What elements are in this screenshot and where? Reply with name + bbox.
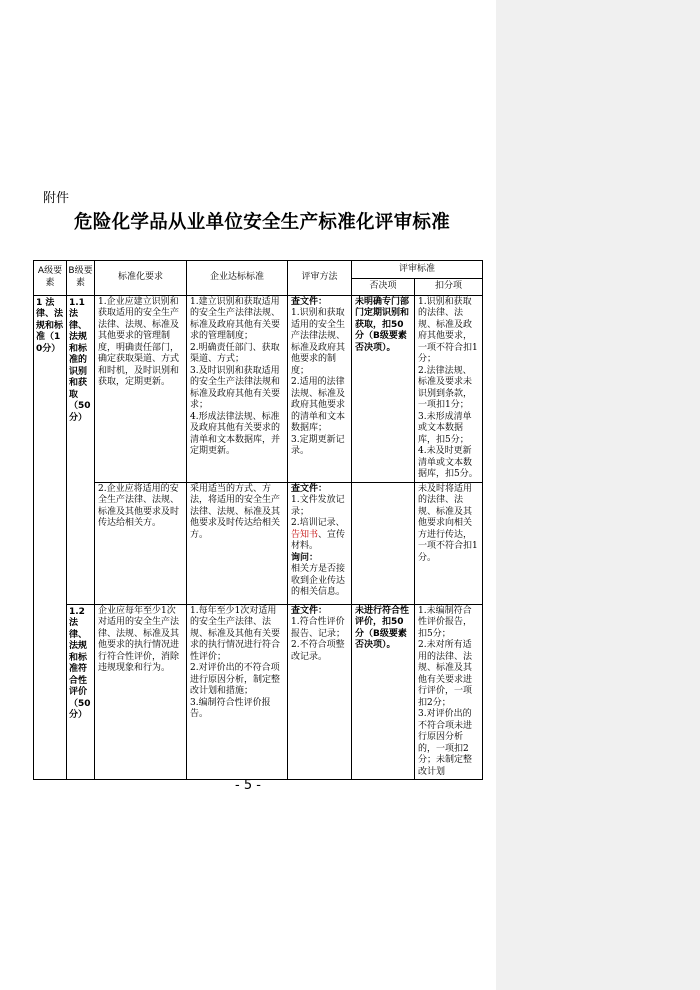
table-row — [34, 295, 483, 482]
header-deduct: 扣分项 — [415, 279, 483, 296]
notice-link-text: 告知书 — [291, 529, 319, 540]
table-row — [34, 604, 483, 780]
b-level-element: 1.2 法律、法规和标准符合性评价（50分） — [67, 604, 95, 780]
deduct-cell: 未及时将适用的法律、法规、标准及其他要求向相关方进行传达，一项不符合扣1分。 — [415, 482, 483, 604]
b-level-element: 1.1 法律、法规和标准的识别和获取（50分） — [67, 295, 95, 604]
table-row — [34, 482, 483, 604]
header-a-level: A级要素 — [34, 261, 67, 296]
document-title: 危险化学品从业单位安全生产标准化评审标准 — [74, 212, 451, 233]
header-standard: 企业达标标准 — [187, 261, 288, 296]
header-method: 评审方法 — [288, 261, 352, 296]
method-cell: 查文件： 1.符合性评价报告、记录； 2.不符合项整改记录。 — [288, 604, 352, 780]
attachment-label: 附件 — [43, 191, 70, 206]
deduct-cell: 1.未编制符合性评价报告，扣5分； 2.未对所有适用的法律、法规、标准及其他有关要求进行评价，一项扣2分； 3.对评价出的不符合项未进行原因分析的，一项扣2分；未制定整改计划 — [415, 604, 483, 780]
a-level-element: 1 法律、法规和标准（10分） — [34, 295, 67, 780]
standard-cell: 1.建立识别和获取适用的安全生产法律法规、标准及政府其他有关要求的管理制度； 2.明确责任部门、获取渠道、方式； 3.及时识别和获取适用的安全生产法律法规和标准及政府其他有关要求； 4.形成法律法规、标准及政府其他有关要求的清单和文本数据库，并定期更新。 — [187, 295, 288, 482]
header-b-level: B级要素 — [67, 261, 95, 296]
veto-cell — [352, 482, 415, 604]
page-number: - 5 - — [235, 778, 261, 793]
requirement-cell: 1.企业应建立识别和获取适用的安全生产法律、法规、标准及其他要求的管理制度，明确责任部门，确定获取渠道、方式和时机，及时识别和获取，定期更新。 — [95, 295, 187, 482]
veto-cell: 未明确专门部门定期识别和获取，扣50分（B级要素否决项）。 — [352, 295, 415, 482]
header-requirement: 标准化要求 — [95, 261, 187, 296]
requirement-cell: 2.企业应将适用的安全生产法律、法规、标准及其他要求及时传达给相关方。 — [95, 482, 187, 604]
deduct-cell: 1.识别和获取的法律、法规、标准及政府其他要求，一项不符合扣1分； 2.法律法规、标准及要求未识别到条款，一项扣1分； 3.未形成清单或文本数据库，扣5分； 4.未及时更新清单或文本数据库，扣5分。 — [415, 295, 483, 482]
veto-cell: 未进行符合性评价，扣50分（B级要素否决项）。 — [352, 604, 415, 780]
standard-cell: 采用适当的方式、方法，将适用的安全生产法律、法规、标准及其他要求及时传达给相关方。 — [187, 482, 288, 604]
standard-table — [33, 260, 483, 780]
standard-cell: 1.每年至少1次对适用的安全生产法律、法规、标准及其他有关要求的执行情况进行符合性评价； 2.对评价出的不符合项进行原因分析，制定整改计划和措施； 3.编制符合性评价报告。 — [187, 604, 288, 780]
method-cell: 查文件： 1.识别和获取适用的安全生产法律法规、标准及政府其他要求的制度； 2.适用的法律法规、标准及政府其他要求的清单和文本数据库； 3.定期更新记录。 — [288, 295, 352, 482]
header-veto: 否决项 — [352, 279, 415, 296]
method-cell: 查文件： 1.文件发放记录； 2.培训记录、告知书、宣传材料。 询问： 相关方是否接收到企业传达的相关信息。 — [288, 482, 352, 604]
comment-sidebar — [496, 0, 700, 990]
requirement-cell: 企业应每年至少1次对适用的安全生产法律、法规、标准及其他要求的执行情况进行符合性评价，消除违规现象和行为。 — [95, 604, 187, 780]
header-review: 评审标准 — [352, 261, 483, 279]
